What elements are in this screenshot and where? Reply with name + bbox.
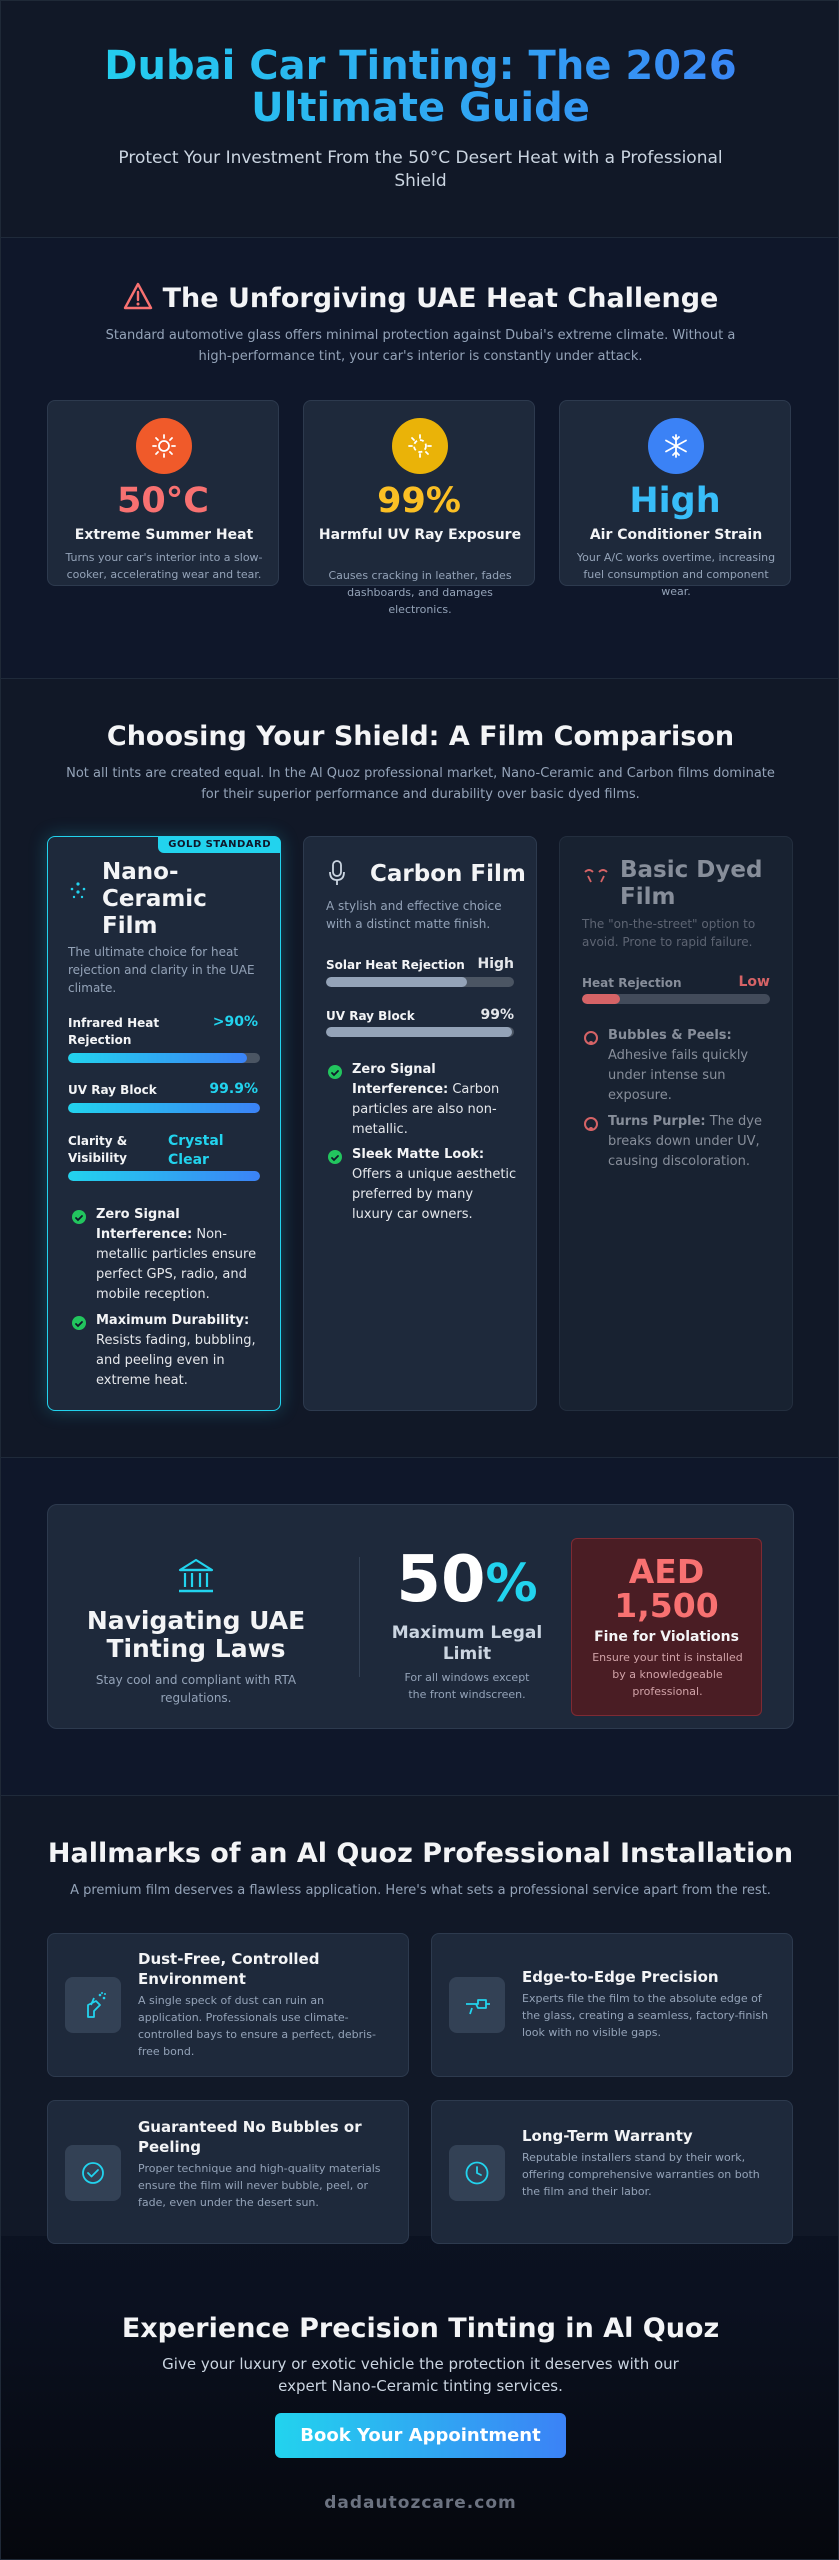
stat-card-heat — [47, 400, 279, 586]
hallmark-card-warranty — [431, 2100, 793, 2244]
carbon-film-desc: A stylish and effective choice with a distinct matte finish. — [326, 899, 502, 931]
page-title: Dubai Car Tinting: The 2026 Ultimate Guide — [61, 45, 780, 129]
site-domain[interactable]: dadautozcare.com — [324, 2493, 517, 2513]
metric-label: UV Ray Block — [326, 1009, 415, 1023]
hallmark-desc: Experts file the film to the absolute edge of the glass, creating a seamless, factory-finish look with no visible gaps. — [522, 1992, 769, 2039]
hallmark-title: Guaranteed No Bubbles or Peeling — [138, 2118, 362, 2156]
carbon-bullet-1 — [352, 1060, 517, 1140]
bullet-text: The dye breaks down under UV, causing discoloration. — [608, 1114, 762, 1169]
nano-ceramic-card — [47, 836, 281, 1411]
stat-label: Air Conditioner Strain — [589, 527, 763, 543]
fine-card — [571, 1538, 762, 1716]
bullet-text: Resists fading, bubbling, and peeling even in extreme heat. — [96, 1333, 256, 1388]
stat-description: Turns your car's interior into a slow-cooker, accelerating wear and tear. — [65, 551, 263, 581]
check-icon — [328, 1150, 342, 1164]
laws-subtitle: Stay cool and compliant with RTA regulations. — [95, 1673, 297, 1705]
bullet-heading: Zero Signal Interference: — [352, 1062, 449, 1097]
metric-label: Solar Heat Rejection — [326, 958, 465, 972]
broken-link-icon — [582, 867, 610, 889]
dyed-film-desc: The "on-the-street" option to avoid. Prone to rapid failure. — [582, 917, 756, 949]
bullet-text: Adhesive fails quickly under intense sun exposure. — [608, 1048, 749, 1103]
hallmark-desc: Reputable installers stand by their work, offering comprehensive warranties on both the film and their labor. — [522, 2151, 760, 2198]
nano-bullet-2 — [96, 1311, 261, 1391]
hallmarks-subtitle: A premium film deserves a flawless application. Here's what sets a professional service apart from the rest. — [70, 1883, 771, 1898]
bullet-heading: Zero Signal Interference: — [96, 1207, 193, 1242]
hallmarks-section — [1, 1796, 839, 2236]
films-section-title: Choosing Your Shield: A Film Comparison — [106, 721, 735, 752]
sparkle-icon — [68, 881, 88, 905]
gold-standard-badge: GOLD STANDARD — [158, 836, 281, 853]
bar-fill — [68, 1171, 260, 1181]
laws-title: Navigating UAE Tinting Laws — [86, 1606, 306, 1663]
cta-title: Experience Precision Tinting in Al Quoz — [121, 2313, 720, 2344]
hallmark-desc: A single speck of dust can ruin an application. Professionals use climate-controlled bays to ensure a perfect, debris-free bond. — [138, 1994, 376, 2058]
legal-limit-number: 50 — [396, 1543, 486, 1617]
bullet-heading: Turns Purple: — [608, 1114, 706, 1129]
heat-section-subtitle: Standard automotive glass offers minimal protection against Dubai's extreme climate. Without a high-performance tint, your car's interior is constantly under attack. — [105, 328, 736, 364]
microphone-icon — [328, 859, 346, 891]
check-icon — [72, 1316, 86, 1330]
warning-icon — [123, 282, 153, 317]
bullet-text: Offers a unique aesthetic preferred by many luxury car owners. — [352, 1167, 517, 1222]
uv-virus-icon — [392, 418, 448, 474]
hallmark-card-edge-precision — [431, 1933, 793, 2077]
metric-label: Infrared Heat Rejection — [68, 1016, 160, 1047]
nano-bullet-1 — [96, 1205, 261, 1305]
cutter-icon — [449, 1977, 505, 2033]
stat-card-uv — [303, 400, 535, 616]
solar-rejection-bar — [326, 977, 514, 987]
vertical-divider — [359, 1557, 360, 1677]
heat-section-title: The Unforgiving UAE Heat Challenge — [162, 283, 719, 314]
bank-icon — [176, 1557, 216, 1599]
fine-label: Fine for Violations — [594, 1629, 739, 1645]
bullet-heading: Maximum Durability: — [96, 1313, 250, 1328]
metric-value: 99.9% — [209, 1081, 258, 1097]
sun-icon — [136, 418, 192, 474]
fine-amount: AED 1,500 — [614, 1552, 719, 1625]
metric-value: High — [477, 956, 514, 972]
cta-section — [1, 2237, 839, 2560]
check-circle-icon — [65, 2145, 121, 2201]
hero-section — [1, 1, 839, 237]
stat-description: Your A/C works overtime, increasing fuel consumption and component wear. — [576, 551, 776, 598]
bar-fill — [68, 1053, 247, 1063]
spray-icon — [65, 1977, 121, 2033]
tinting-laws-section — [1, 1458, 839, 1795]
hallmark-title: Edge-to-Edge Precision — [522, 1968, 719, 1986]
clarity-bar — [68, 1171, 260, 1181]
page-subtitle: Protect Your Investment From the 50°C Desert Heat with a Professional Shield — [118, 148, 723, 191]
dyed-film-card — [559, 836, 793, 1411]
legal-limit-stat — [388, 1545, 546, 1615]
bar-fill — [68, 1103, 260, 1113]
clock-icon — [449, 2145, 505, 2201]
legal-limit-desc: For all windows except the front windscreen. — [404, 1671, 530, 1701]
carbon-film-title: Carbon Film — [370, 861, 526, 887]
uv-block-bar — [326, 1027, 514, 1037]
films-section-subtitle: Not all tints are created equal. In the Al Quoz professional market, Nano-Ceramic and Carbon films dominate for their superior performance and durability over basic dyed films. — [66, 766, 775, 802]
carbon-film-card — [303, 836, 537, 1411]
nano-ceramic-desc: The ultimate choice for heat rejection and clarity in the UAE climate. — [68, 945, 255, 995]
stat-description: Causes cracking in leather, fades dashboards, and damages electronics. — [328, 569, 512, 616]
dyed-film-title: Basic Dyed Film — [620, 857, 763, 910]
dyed-bullet-2 — [608, 1112, 773, 1172]
snowflake-icon — [648, 418, 704, 474]
stat-card-ac — [559, 400, 791, 598]
heat-section-heading — [1, 282, 839, 317]
laws-card — [47, 1504, 794, 1729]
metric-label: Heat Rejection — [582, 976, 682, 990]
metric-label: UV Ray Block — [68, 1083, 157, 1097]
check-icon — [72, 1210, 86, 1224]
carbon-bullet-2 — [352, 1145, 517, 1225]
dyed-bullet-1 — [608, 1026, 773, 1106]
fine-desc: Ensure your tint is installed by a knowledgeable professional. — [592, 1651, 743, 1698]
bullet-text: Non-metallic particles ensure perfect GPS, radio, and mobile reception. — [96, 1227, 257, 1302]
uv-block-bar — [68, 1103, 260, 1113]
bar-fill — [582, 994, 620, 1004]
hallmark-title: Dust-Free, Controlled Environment — [138, 1950, 320, 1988]
film-comparison-section — [1, 679, 839, 1457]
legal-limit-label: Maximum Legal Limit — [391, 1623, 543, 1664]
stat-label: Extreme Summer Heat — [74, 527, 254, 543]
stat-value: 99% — [377, 481, 461, 521]
stat-value: High — [629, 481, 721, 521]
cta-subtitle: Give your luxury or exotic vehicle the protection it deserves with our expert Nano-Ceramic tinting services. — [162, 2355, 679, 2395]
metric-value: >90% — [212, 1014, 258, 1030]
metric-label: Clarity & Visibility — [68, 1134, 128, 1165]
bar-fill — [326, 1027, 512, 1037]
bullet-heading: Sleek Matte Look: — [352, 1147, 485, 1162]
bullet-heading: Bubbles & Peels: — [608, 1028, 732, 1043]
stat-label: Harmful UV Ray Exposure — [318, 527, 522, 543]
heat-rejection-bar — [582, 994, 770, 1004]
x-circle-icon — [584, 1117, 598, 1131]
stat-value: 50°C — [117, 481, 209, 521]
metric-value: Low — [738, 974, 770, 990]
book-appointment-button[interactable]: Book Your Appointment — [275, 2413, 566, 2458]
bullet-text: Carbon particles are also non-metallic. — [352, 1082, 500, 1137]
metric-value: 99% — [480, 1007, 514, 1023]
x-circle-icon — [584, 1031, 598, 1045]
nano-ceramic-title: Nano-Ceramic Film — [102, 859, 207, 939]
infrared-rejection-bar — [68, 1053, 260, 1063]
hallmark-card-no-bubbles — [47, 2100, 409, 2244]
hallmark-title: Long-Term Warranty — [522, 2127, 693, 2145]
hallmark-card-dust-free — [47, 1933, 409, 2077]
metric-value: Crystal Clear — [168, 1133, 224, 1168]
bar-fill — [326, 977, 467, 987]
check-icon — [328, 1065, 342, 1079]
legal-limit-unit: % — [485, 1554, 538, 1614]
hallmarks-title: Hallmarks of an Al Quoz Professional Installation — [47, 1838, 794, 1869]
hallmark-desc: Proper technique and high-quality materials ensure the film will never bubble, peel, or fade, even under the desert sun. — [138, 2162, 381, 2209]
heat-challenge-section — [1, 238, 839, 678]
